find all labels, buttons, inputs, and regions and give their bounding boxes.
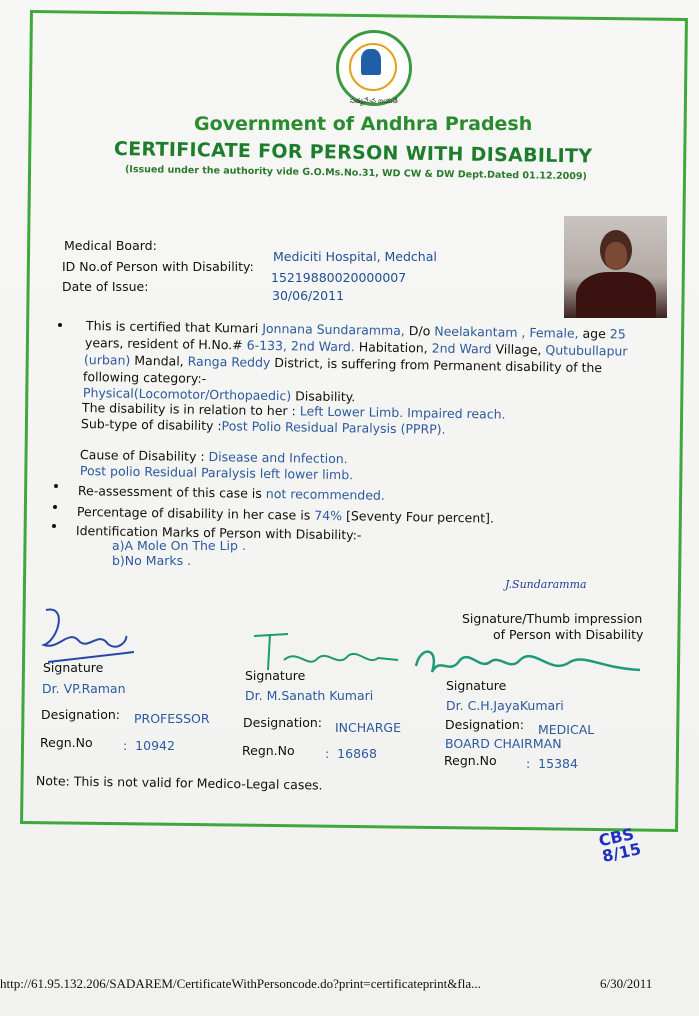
signatory-2-regn-label: Regn.No — [242, 743, 295, 758]
disability-subtype: Sub-type of disability :Post Polio Residual Paralysis (PPRP). — [80, 416, 446, 437]
identification-mark-a: a)A Mole On The Lip . — [112, 538, 246, 553]
date-label: Date of Issue: — [62, 279, 149, 294]
seal-motto: సత్యమేవ జయతే — [350, 97, 398, 105]
print-footer-url: http://61.95.132.206/SADAREM/CertificateWithPersoncode.do?print=certificateprint&fla... — [0, 976, 481, 991]
government-heading: Government of Andhra Pradesh — [194, 113, 533, 135]
para-line-4: following category:- — [82, 369, 207, 386]
para-line-5: Physical(Locomotor/Orthopaedic) Disability. — [82, 385, 356, 405]
issued-authority: (Issued under the authority vide G.O.Ms.No.31, WD CW & DW Dept.Dated 01.12.2009) — [124, 164, 587, 183]
signatory-1-designation-label: Designation: — [41, 707, 120, 722]
print-footer-date: 6/30/2011 — [600, 976, 653, 991]
legal-note: Note: This is not valid for Medico-Legal cases. — [35, 773, 323, 793]
handwritten-stamp: CBS 8/15 — [597, 824, 643, 866]
disability-percentage: Percentage of disability in her case is 74% [Seventy Four percent]. — [76, 504, 495, 526]
signatory-3-regn: : 15384 — [526, 756, 578, 771]
certificate-title: CERTIFICATE FOR PERSON WITH DISABILITY — [113, 138, 593, 168]
bullet — [58, 323, 62, 327]
medical-board-value: Mediciti Hospital, Medchal — [273, 249, 437, 264]
medical-board-label: Medical Board: — [64, 238, 157, 253]
id-value: 15219880020000007 — [271, 270, 407, 285]
signatory-3-regn-label: Regn.No — [444, 753, 497, 768]
id-label: ID No.of Person with Disability: — [62, 259, 254, 274]
para-line-2: years, resident of H.No.# 6-133, 2nd Ward. Habitation, 2nd Ward Village, Qutubullapur — [84, 335, 628, 359]
date-value: 30/06/2011 — [272, 288, 345, 303]
government-seal-icon — [336, 30, 412, 106]
identification-marks-label: Identification Marks of Person with Disability:- — [75, 523, 362, 543]
signature-1-label: Signature — [43, 660, 104, 675]
bullet — [53, 505, 57, 509]
signatory-1-regn: : 10942 — [123, 738, 175, 753]
bullet — [52, 524, 56, 528]
person-photo — [564, 216, 667, 318]
signatory-3-name: Dr. C.H.JayaKumari — [446, 698, 564, 713]
para-line-3: (urban) Mandal, Ranga Reddy District, is suffering from Permanent disability of the — [83, 352, 603, 376]
signatory-2-designation: INCHARGE — [335, 720, 401, 735]
bullet — [54, 484, 58, 488]
signatory-3-designation-label: Designation: — [445, 717, 524, 732]
disability-relation: The disability is in relation to her : Left Lower Limb. Impaired reach. — [81, 400, 506, 422]
disability-cause: Cause of Disability : Disease and Infection. — [79, 447, 348, 467]
signature-3-label: Signature — [446, 678, 507, 693]
person-signature-label-2: of Person with Disability — [493, 627, 644, 642]
signature-2-label: Signature — [245, 668, 306, 683]
disability-cause-detail: Post polio Residual Paralysis left lower limb. — [79, 463, 354, 483]
person-handwritten-signature: J.Sundaramma — [505, 578, 587, 591]
identification-mark-b: b)No Marks . — [112, 553, 192, 568]
signatory-2-regn: : 16868 — [325, 746, 377, 761]
signatory-1-regn-label: Regn.No — [40, 735, 93, 750]
signatory-1-name: Dr. VP.Raman — [42, 681, 126, 696]
signatory-2-designation-label: Designation: — [243, 715, 322, 730]
signatory-3-designation-1: MEDICAL — [538, 722, 595, 737]
para-line-1: This is certified that Kumari Jonnana Sundaramma, D/o Neelakantam , Female, age 25 — [85, 318, 626, 342]
signatory-2-name: Dr. M.Sanath Kumari — [245, 688, 374, 703]
signatory-1-designation: PROFESSOR — [134, 711, 210, 726]
reassessment: Re-assessment of this case is not recommended. — [77, 483, 385, 503]
person-signature-label-1: Signature/Thumb impression — [462, 611, 643, 626]
signatory-3-designation-2: BOARD CHAIRMAN — [445, 736, 562, 751]
